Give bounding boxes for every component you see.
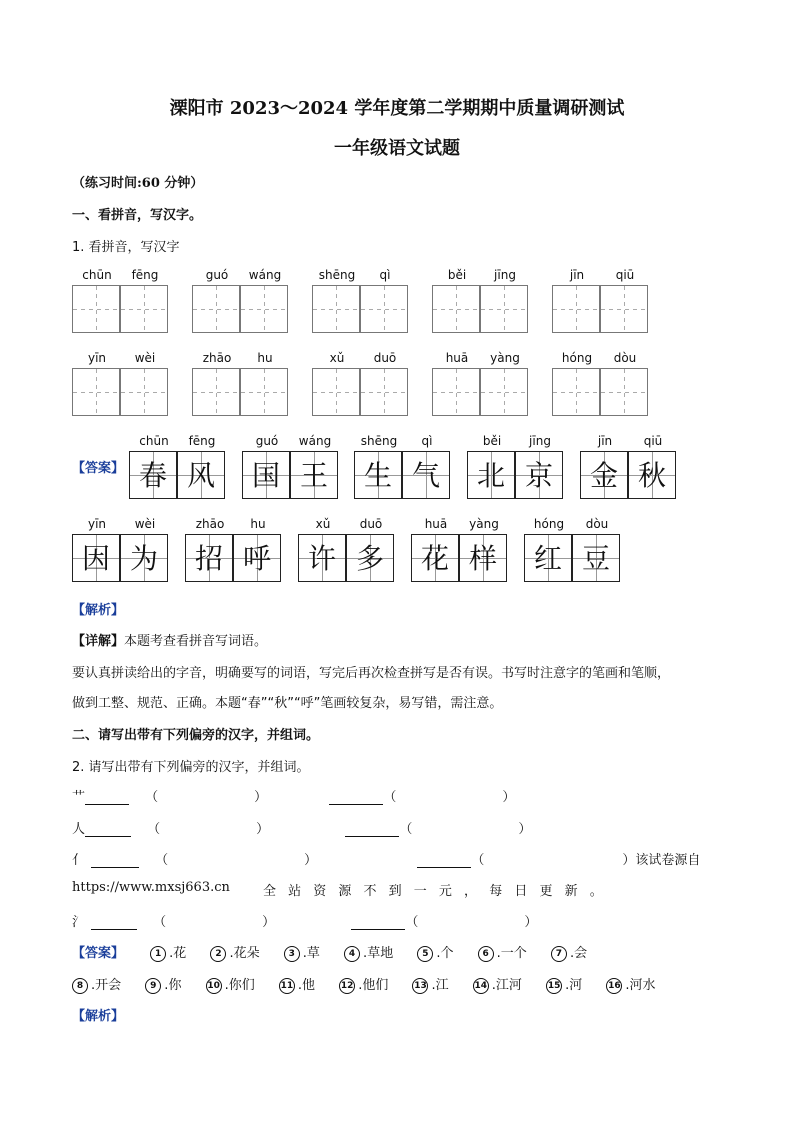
answer-number: 14 [473, 978, 489, 994]
answer-item: 3 .草 [284, 946, 320, 961]
answer-item: 1 .花 [150, 946, 186, 961]
answer-text: 他们 [362, 978, 389, 993]
char-blank[interactable] [91, 853, 139, 868]
answer-char: 许 [298, 534, 346, 582]
answer-char: 红 [524, 534, 572, 582]
answer-number: 16 [606, 978, 622, 994]
answer-item: 2 .花朵 [210, 946, 259, 961]
answer-char: 样 [459, 534, 507, 582]
radical-label: 艹 [72, 790, 86, 805]
radical-label: 氵 [72, 915, 86, 930]
writing-box[interactable] [600, 368, 648, 416]
answer-text: 你 [168, 978, 182, 993]
close-paren: ） [622, 853, 636, 868]
answer-number: 15 [546, 978, 562, 994]
answer-number: 3 [284, 946, 300, 962]
source-note: 该试卷源自 [635, 853, 701, 868]
answer-number: 1 [150, 946, 166, 962]
writing-box[interactable] [600, 285, 648, 333]
time-note: （练习时间:60 分钟） [72, 176, 204, 191]
pinyin: zhāo [202, 351, 232, 365]
answer-item: 11 .他 [280, 978, 316, 993]
explain-line-1: 要认真拼读给出的字音，明确要写的词语，写完后再次检查拼写是否有误。书写时注意字的笔画和笔顺， [72, 666, 671, 681]
open-paren: （ [383, 790, 397, 805]
answer-item: 12 .他们 [340, 978, 389, 993]
pinyin: shēng [318, 268, 356, 282]
answer-item: 5 .个 [417, 946, 453, 961]
char-blank[interactable] [417, 853, 471, 868]
close-paren: ） [518, 822, 532, 837]
writing-box[interactable] [552, 285, 600, 333]
answer-item: 6 .一个 [478, 946, 527, 961]
answer-char: 豆 [572, 534, 620, 582]
section2-analysis-label: 【解析】 [72, 1009, 125, 1024]
detail-label: 【详解】 [72, 634, 125, 649]
pinyin: wáng [298, 434, 332, 448]
answer-char: 花 [411, 534, 459, 582]
pinyin: hu [250, 517, 266, 531]
open-paren: （ [147, 822, 161, 837]
website-url[interactable]: https://www.mxsj663.cn [72, 880, 230, 895]
pinyin: duō [359, 517, 383, 531]
analysis-label: 【解析】 [72, 603, 125, 618]
pinyin: běi [482, 434, 502, 448]
open-paren: （ [471, 853, 485, 868]
writing-box[interactable] [312, 368, 360, 416]
writing-box[interactable] [432, 285, 480, 333]
char-blank[interactable] [329, 790, 383, 805]
pinyin: hóng [561, 351, 593, 365]
pinyin: jīn [569, 268, 585, 282]
answer-char: 风 [177, 451, 225, 499]
close-paren: ） [524, 915, 538, 930]
answer-char: 金 [580, 451, 628, 499]
pinyin: duō [373, 351, 397, 365]
pinyin: qiū [615, 268, 635, 282]
answer-item: 4 .草地 [344, 946, 393, 961]
pinyin: wáng [248, 268, 282, 282]
writing-box[interactable] [120, 285, 168, 333]
answer-text: 花朵 [233, 946, 260, 961]
answer-item: 16 .河水 [608, 978, 656, 993]
answer-text: 开会 [95, 978, 122, 993]
pinyin: jīng [529, 434, 551, 448]
writing-box[interactable] [72, 285, 120, 333]
answer-item: 7 .会 [551, 946, 587, 961]
pinyin: guó [255, 434, 279, 448]
answer-number: 2 [210, 946, 226, 962]
answer-char: 招 [185, 534, 233, 582]
pinyin: xǔ [315, 517, 331, 531]
pinyin: yàng [490, 351, 520, 365]
pinyin: dòu [585, 517, 609, 531]
close-paren: ） [304, 853, 318, 868]
answer-item: 8 .开会 [72, 978, 121, 993]
radical-label: 亻 [72, 853, 86, 868]
explain-line-2: 做到工整、规范、正确。本题“春”“秋”“呼”笔画较复杂，易写错，需注意。 [72, 696, 503, 711]
pinyin: dòu [613, 351, 637, 365]
open-paren: （ [145, 790, 159, 805]
pinyin: wèi [134, 351, 156, 365]
answer-label: 【答案】 [72, 461, 125, 476]
radical-label: 人 [72, 822, 86, 837]
pinyin: chūn [139, 434, 169, 448]
answer-number: 12 [339, 978, 355, 994]
pinyin: xǔ [329, 351, 345, 365]
answer-char: 因 [72, 534, 120, 582]
answer-number: 13 [412, 978, 428, 994]
answer-text: 一个 [500, 946, 527, 961]
answer-char: 多 [346, 534, 394, 582]
pinyin: jīn [597, 434, 613, 448]
answer-char: 生 [354, 451, 402, 499]
writing-box[interactable] [192, 368, 240, 416]
answer-char: 呼 [233, 534, 281, 582]
answer-text: 江河 [495, 978, 522, 993]
pinyin: wèi [134, 517, 156, 531]
answer-char: 秋 [628, 451, 676, 499]
open-paren: （ [399, 822, 413, 837]
writing-box[interactable] [360, 285, 408, 333]
writing-box[interactable] [480, 368, 528, 416]
answer-text: 个 [440, 946, 454, 961]
answer-text: 他 [302, 978, 316, 993]
close-paren: ） [256, 822, 270, 837]
answer-text: 河水 [629, 978, 656, 993]
writing-box[interactable] [192, 285, 240, 333]
answer-text: 河 [569, 978, 583, 993]
radical-row [72, 911, 537, 930]
page-title: 溧阳市 2023～2024 学年度第二学期期中质量调研测试 [169, 98, 625, 119]
answer-label: 【答案】 [72, 946, 125, 961]
pinyin: shēng [360, 434, 398, 448]
answer-char: 京 [515, 451, 563, 499]
answer-char: 气 [402, 451, 450, 499]
pinyin: hu [257, 351, 273, 365]
answer-char: 王 [290, 451, 338, 499]
writing-box[interactable] [432, 368, 480, 416]
pinyin: huā [424, 517, 448, 531]
pinyin: qì [379, 268, 391, 282]
pinyin: běi [447, 268, 467, 282]
radical-row [72, 818, 531, 837]
pinyin: yīn [87, 517, 107, 531]
answer-char: 春 [129, 451, 177, 499]
writing-box[interactable] [480, 285, 528, 333]
pinyin: chūn [82, 268, 112, 282]
detail-text: 本题考查看拼音写词语。 [124, 634, 268, 649]
answer-number: 9 [145, 978, 161, 994]
pinyin: guó [205, 268, 229, 282]
char-blank[interactable] [91, 915, 137, 930]
pinyin: zhāo [195, 517, 225, 531]
pinyin: fēng [131, 268, 159, 282]
website-line: 全 站 资 源 不 到 一 元 ， 每 日 更 新 。 [263, 884, 603, 899]
close-paren: ） [502, 790, 516, 805]
section1-question: 1. 看拼音，写汉字 [72, 240, 180, 255]
writing-box[interactable] [120, 368, 168, 416]
answer-item: 9 .你 [145, 978, 181, 993]
answer-number: 7 [551, 946, 567, 962]
open-paren: （ [155, 853, 169, 868]
open-paren: （ [153, 915, 167, 930]
char-blank[interactable] [351, 915, 405, 930]
answer-number: 5 [417, 946, 433, 962]
close-paren: ） [254, 790, 268, 805]
pinyin: huā [445, 351, 469, 365]
pinyin: yàng [469, 517, 499, 531]
pinyin: qiū [643, 434, 663, 448]
section2-answers-line-2 [72, 974, 722, 994]
pinyin: yīn [87, 351, 107, 365]
char-blank[interactable] [85, 790, 129, 805]
writing-box[interactable] [72, 368, 120, 416]
section2-answers-line-1 [72, 942, 722, 962]
radical-row [72, 849, 700, 868]
writing-box[interactable] [240, 285, 288, 333]
answer-item: 13 .江 [414, 978, 449, 993]
answer-number: 8 [72, 978, 88, 994]
answer-text: 江 [435, 978, 449, 993]
section2-question: 2. 请写出带有下列偏旁的汉字，并组词。 [72, 760, 310, 775]
answer-number: 6 [478, 946, 494, 962]
answer-text: 草地 [367, 946, 394, 961]
answer-text: 你们 [228, 978, 255, 993]
answer-text: 会 [574, 946, 588, 961]
answer-text: 花 [173, 946, 187, 961]
answer-item: 10 .你们 [207, 978, 255, 993]
writing-box[interactable] [552, 368, 600, 416]
pinyin: qì [421, 434, 433, 448]
answer-char: 国 [242, 451, 290, 499]
writing-box[interactable] [312, 285, 360, 333]
writing-box[interactable] [240, 368, 288, 416]
page-subtitle: 一年级语文试题 [334, 138, 460, 159]
answer-item: 15 .河 [547, 978, 583, 993]
section2-heading: 二、请写出带有下列偏旁的汉字，并组词。 [72, 728, 320, 743]
radical-row [72, 786, 515, 805]
char-blank[interactable] [345, 822, 399, 837]
answer-number: 10 [206, 978, 222, 994]
open-paren: （ [405, 915, 419, 930]
answer-char: 北 [467, 451, 515, 499]
answer-number: 11 [279, 978, 295, 994]
writing-box[interactable] [360, 368, 408, 416]
pinyin: fēng [188, 434, 216, 448]
close-paren: ） [262, 915, 276, 930]
detail-line [72, 630, 267, 649]
answer-number: 4 [344, 946, 360, 962]
answer-char: 为 [120, 534, 168, 582]
section1-heading: 一、看拼音，写汉字。 [72, 208, 203, 223]
answer-text: 草 [306, 946, 320, 961]
pinyin: hóng [533, 517, 565, 531]
char-blank[interactable] [85, 822, 131, 837]
pinyin: jīng [494, 268, 516, 282]
answer-item: 14 .江河 [474, 978, 522, 993]
